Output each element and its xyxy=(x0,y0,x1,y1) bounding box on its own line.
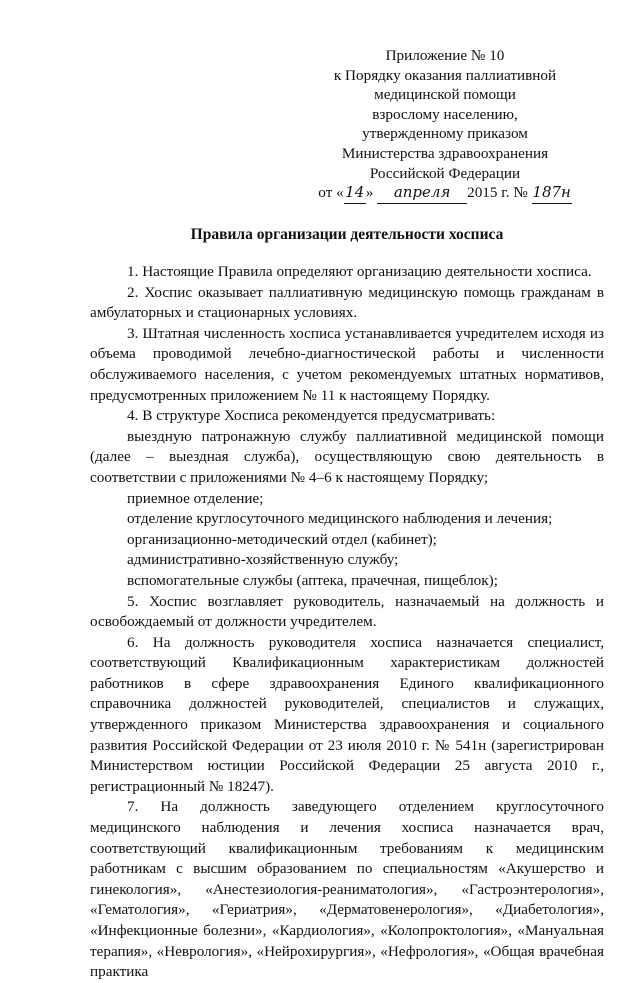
paragraph: 6. На должность руководителя хосписа назначается специалист, соответствующий Квалификационным характеристикам должностей работников в сфере здравоохранения Единого квалификационного справочника должностей руководителей, специалистов и служащих, утвержденного приказом Министерства здравоохранения и социального развития Российской Федерации от 23 июля 2010 г. № 541н (зарегистрирован Министерством юстиции Российской Федерации 25 августа 2010 г., регистрационный № 18247). xyxy=(90,633,604,795)
date-mid: » xyxy=(365,184,374,202)
appendix-line: медицинской помощи xyxy=(374,86,516,104)
paragraph: 3. Штатная численность хосписа устанавливается учредителем исходя из объема проводимой лечебно-диагностической работы и численности обслуживаемого населения, с учетом рекомендуемых штатных нормативов, предусмотренных приложением № 11 к настоящему Порядку. xyxy=(90,324,604,404)
paragraph: 1. Настоящие Правила определяют организацию деятельности хосписа. xyxy=(127,263,592,280)
list-item: вспомогательные службы (аптека, прачечная, пищеблок); xyxy=(127,571,498,589)
paragraph: 4. В структуре Хосписа рекомендуется предусматривать: xyxy=(127,407,496,425)
order-date-line xyxy=(300,183,590,204)
list-item: организационно-методический отдел (кабинет); xyxy=(127,530,437,548)
order-number: 187н xyxy=(532,183,572,204)
appendix-line: утвержденному приказом xyxy=(362,125,528,143)
date-year: 2015 г. № xyxy=(467,184,528,202)
appendix-header xyxy=(300,46,590,204)
appendix-line: Приложение № 10 xyxy=(385,47,505,64)
date-day: 14 xyxy=(344,183,366,204)
appendix-line: к Порядку оказания паллиативной xyxy=(333,66,557,84)
list-item: приемное отделение; xyxy=(127,489,264,507)
list-item: отделение круглосуточного медицинского наблюдения и лечения; xyxy=(127,510,553,528)
paragraph: выездную патронажную службу паллиативной медицинской помощи (далее – выездная служба), осуществляющую свою деятельность в соответствии с приложениями № 4–6 к настоящему Порядку; xyxy=(90,427,604,486)
document-title: Правила организации деятельности хосписа xyxy=(190,226,504,243)
appendix-line: Российской Федерации xyxy=(369,164,521,182)
list-item: административно-хозяйственную службу; xyxy=(127,551,399,569)
date-month: апреля xyxy=(377,183,467,204)
paragraph: 2. Хоспис оказывает паллиативную медицинскую помощь гражданам в амбулаторных и стационарных условиях. xyxy=(90,283,604,322)
appendix-line: взрослому населению, xyxy=(372,105,518,123)
date-prefix: от « xyxy=(318,184,344,202)
document-body xyxy=(90,262,604,983)
appendix-line: Министерства здравоохранения xyxy=(341,144,549,162)
paragraph: 7. На должность заведующего отделением круглосуточного медицинского наблюдения и лечения хосписа назначается врач, соответствующий квалификационным требованиям к медицинским работникам с высшим образованием по специальностям «Акушерство и гинекология», «Анестезиология-реаниматология», «Гастроэнтерология», «Гематология», «Гериатрия», «Дерматовенерология», «Диабетология», «Инфекционные болезни», «Кардиология», «Колопроктология», «Мануальная терапия», «Неврология», «Нейрохирургия», «Нефрология», «Общая врачебная практика xyxy=(90,798,604,981)
paragraph: 5. Хоспис возглавляет руководитель, назначаемый на должность и освобождаемый от должности учредителем. xyxy=(90,592,604,631)
